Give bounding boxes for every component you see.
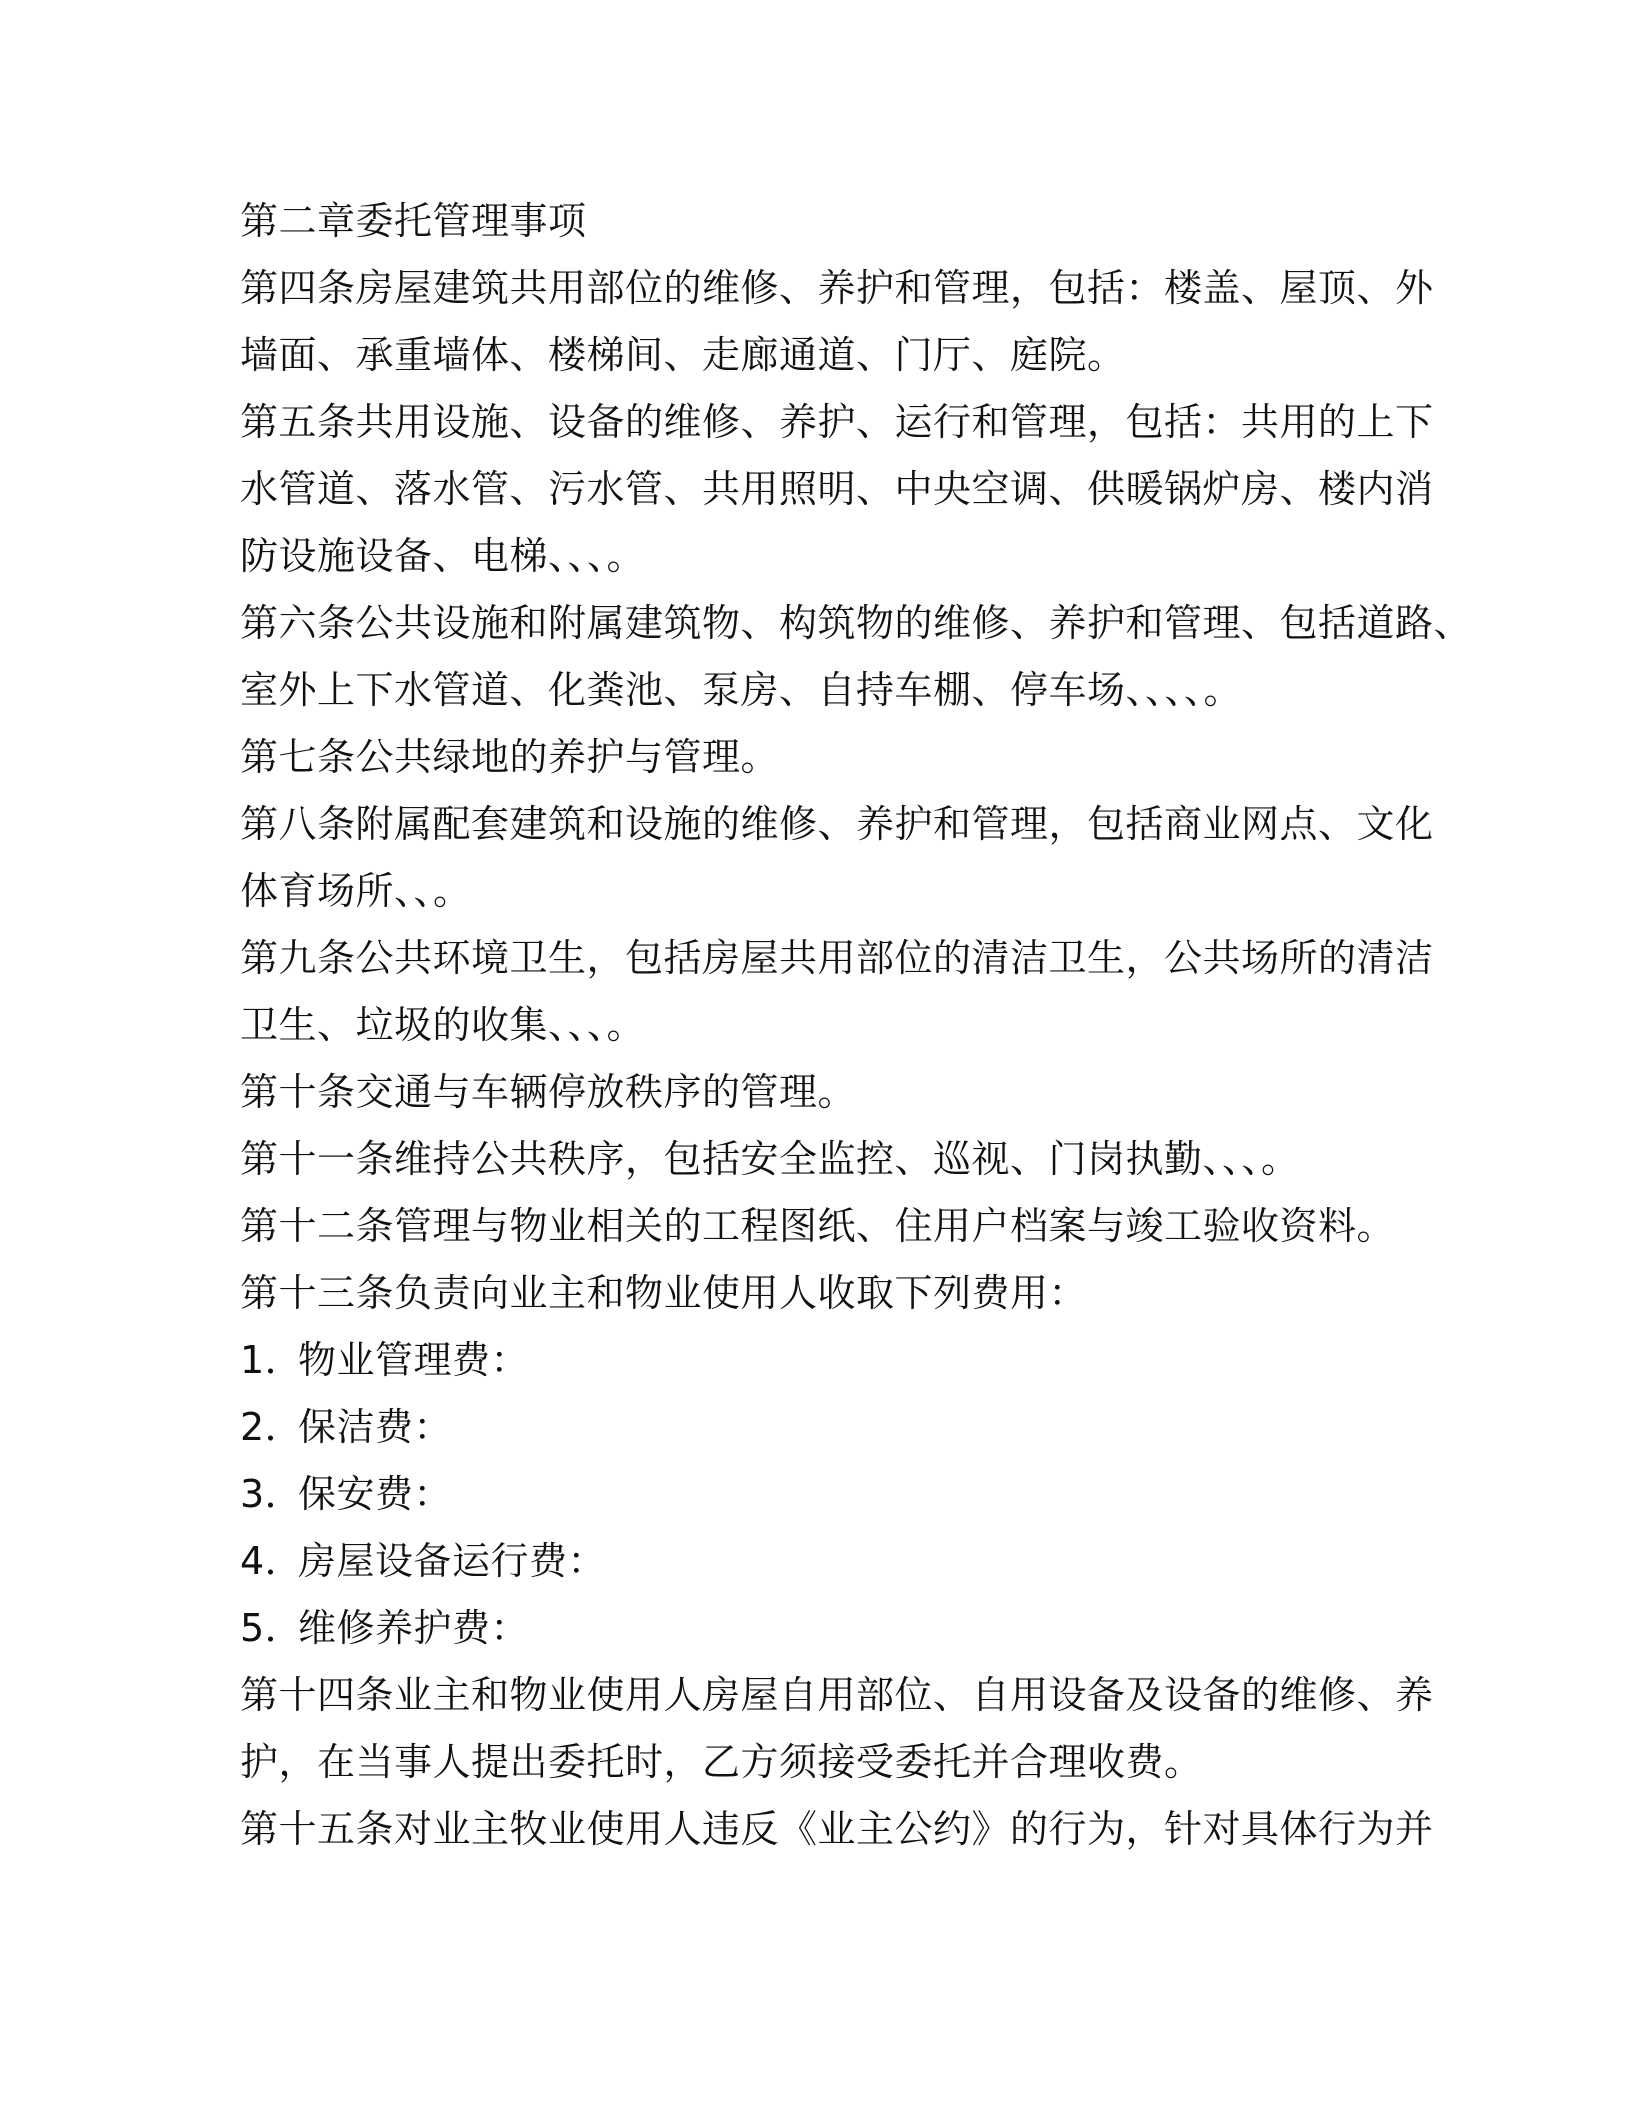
article-4 bbox=[240, 255, 1434, 389]
article-12 bbox=[240, 1193, 1410, 1260]
document-body bbox=[240, 188, 1473, 1863]
fee-list-item bbox=[240, 1461, 1410, 1528]
list-label: 维修养护费： bbox=[298, 1606, 530, 1650]
list-label: 保洁费： bbox=[298, 1405, 453, 1449]
article-line: 第四条房屋建筑共用部位的维修、养护和管理，包括：楼盖、屋顶、外 bbox=[240, 266, 1434, 310]
article-line: 水管道、落水管、污水管、共用照明、中央空调、供暖锅炉房、楼内消 bbox=[240, 467, 1434, 511]
article-line: 第十条交通与车辆停放秩序的管理。 bbox=[240, 1070, 857, 1114]
list-number: 5． bbox=[240, 1606, 304, 1650]
article-9 bbox=[240, 925, 1434, 1059]
article-line: 第五条共用设施、设备的维修、养护、运行和管理，包括：共用的上下 bbox=[240, 400, 1434, 444]
article-line: 防设施设备、电梯、、、。 bbox=[240, 534, 646, 578]
list-number: 4． bbox=[240, 1539, 304, 1583]
article-line: 第十四条业主和物业使用人房屋自用部位、自用设备及设备的维修、养 bbox=[240, 1673, 1434, 1717]
fee-list-item bbox=[240, 1327, 1410, 1394]
fee-list-item bbox=[240, 1595, 1410, 1662]
article-line: 第六条公共设施和附属建筑物、构筑物的维修、养护和管理、包括道路、 bbox=[240, 601, 1473, 645]
article-line: 护，在当事人提出委托时，乙方须接受委托并合理收费。 bbox=[240, 1740, 1203, 1784]
chapter-title: 第二章委托管理事项 bbox=[240, 199, 587, 243]
fee-list bbox=[240, 1327, 1410, 1662]
article-5 bbox=[240, 389, 1434, 590]
article-line: 卫生、垃圾的收集、、、。 bbox=[240, 1003, 646, 1047]
article-line: 室外上下水管道、化粪池、泵房、自持车棚、停车场、、、、。 bbox=[240, 668, 1243, 712]
fee-list-item bbox=[240, 1394, 1410, 1461]
list-label: 房屋设备运行费： bbox=[298, 1539, 607, 1583]
article-line: 第十一条维持公共秩序，包括安全监控、巡视、门岗执勤、、、。 bbox=[240, 1137, 1300, 1181]
list-label: 保安费： bbox=[298, 1472, 453, 1516]
article-14 bbox=[240, 1662, 1434, 1796]
article-line: 第十三条负责向业主和物业使用人收取下列费用： bbox=[240, 1271, 1088, 1315]
article-7 bbox=[240, 724, 1410, 791]
article-line: 体育场所、、。 bbox=[240, 869, 472, 913]
article-8 bbox=[240, 791, 1434, 925]
article-line: 第十五条对业主牧业使用人违反《业主公约》的行为，针对具体行为并 bbox=[240, 1807, 1434, 1851]
article-10 bbox=[240, 1059, 1410, 1126]
article-15 bbox=[240, 1796, 1434, 1863]
article-line: 第九条公共环境卫生，包括房屋共用部位的清洁卫生，公共场所的清洁 bbox=[240, 936, 1434, 980]
article-line: 第八条附属配套建筑和设施的维修、养护和管理，包括商业网点、文化 bbox=[240, 802, 1434, 846]
article-line: 第十二条管理与物业相关的工程图纸、住用户档案与竣工验收资料。 bbox=[240, 1204, 1396, 1248]
article-line: 墙面、承重墙体、楼梯间、走廊通道、门厅、庭院。 bbox=[240, 333, 1126, 377]
list-label: 物业管理费： bbox=[298, 1338, 530, 1382]
list-number: 2． bbox=[240, 1405, 304, 1449]
list-number: 1． bbox=[240, 1338, 304, 1382]
article-6 bbox=[240, 590, 1473, 724]
article-11 bbox=[240, 1126, 1410, 1193]
article-13 bbox=[240, 1260, 1410, 1327]
article-line: 第七条公共绿地的养护与管理。 bbox=[240, 735, 780, 779]
fee-list-item bbox=[240, 1528, 1410, 1595]
list-number: 3． bbox=[240, 1472, 304, 1516]
